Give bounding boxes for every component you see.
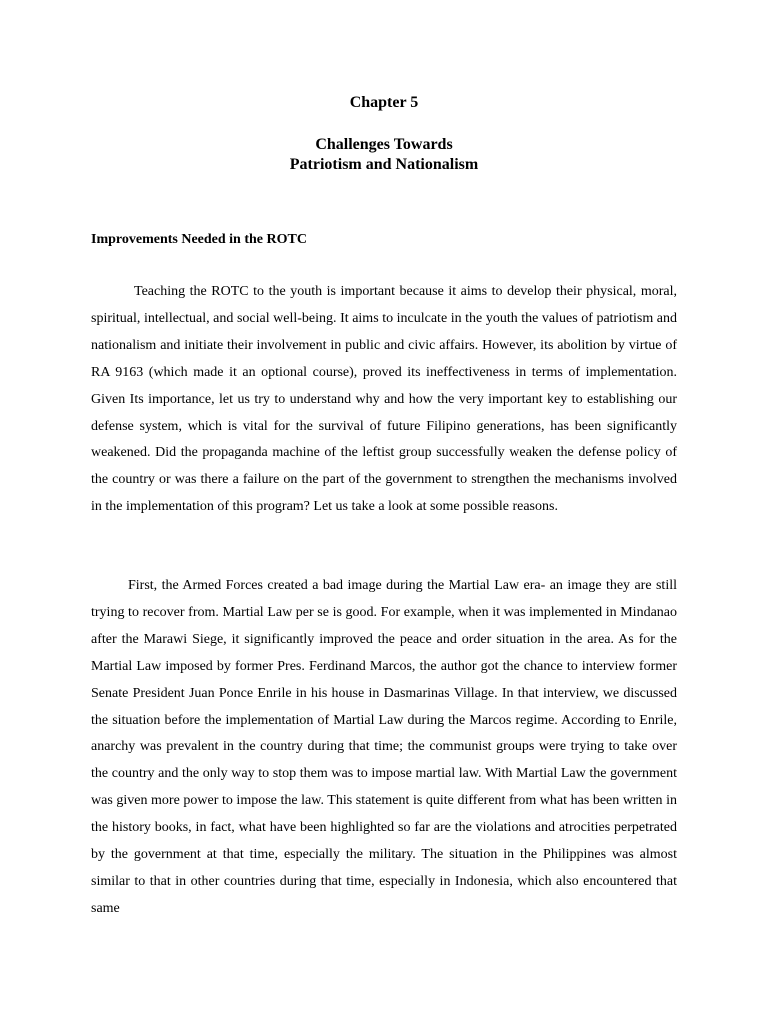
chapter-title-line-1: Challenges Towards <box>315 136 453 153</box>
chapter-number: Chapter 5 <box>349 94 419 111</box>
body-paragraph-2: First, the Armed Forces created a bad image during the Martial Law era- an image they are still trying to recover from. Martial Law per se is good. For example, when it was implemented in Mindanao after the Marawi Siege, it significantly improved the peace and order situation in the area. As for the Martial Law imposed by former Pres. Ferdinand Marcos, the author got the chance to interview former Senate President Juan Ponce Enrile in his house in Dasmarinas Village. In that interview, we discussed the situation before the implementation of Martial Law during the Marcos regime. According to Enrile, anarchy was prevalent in the country during that time; the communist groups were trying to take over the country and the only way to stop them was to impose martial law. With Martial Law the government was given more power to impose the law. This statement is quite different from what has been written in the history books, in fact, what have been highlighted so far are the violations and atrocities perpetrated by the government at that time, especially the military. The situation in the Philippines was almost similar to that in other countries during that time, especially in Indonesia, which also encountered that same <box>91 578 677 916</box>
section-heading: Improvements Needed in the ROTC <box>91 232 307 247</box>
chapter-title <box>0 135 768 175</box>
chapter-title-line-2: Patriotism and Nationalism <box>289 156 479 173</box>
body-paragraph-1: Teaching the ROTC to the youth is important because it aims to develop their physical, moral, spiritual, intellectual, and social well-being. It aims to inculcate in the youth the values of patriotism and nationalism and initiate their involvement in public and civic affairs. However, its abolition by virtue of RA 9163 (which made it an optional course), proved its ineffectiveness in terms of implementation. Given Its importance, let us try to understand why and how the very important key to establishing our defense system, which is vital for the survival of future Filipino generations, has been significantly weakened. Did the propaganda machine of the leftist group successfully weaken the defense policy of the country or was there a failure on the part of the government to strengthen the mechanisms involved in the implementation of this program? Let us take a look at some possible reasons. <box>91 284 677 515</box>
